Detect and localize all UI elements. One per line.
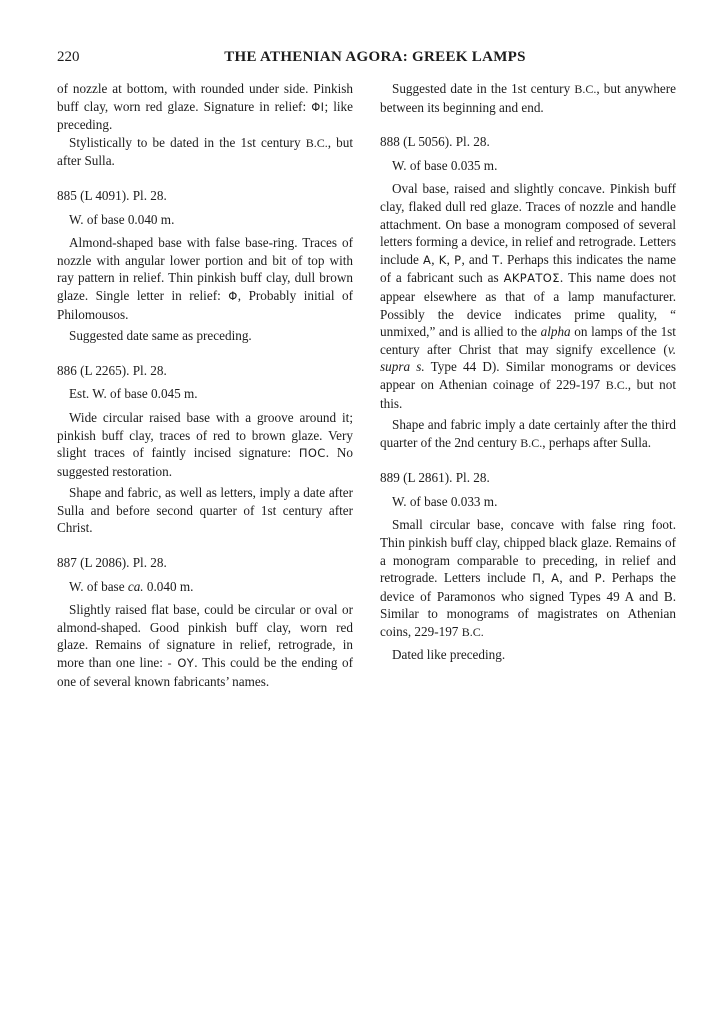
continued-paragraph: of nozzle at bottom, with rounded under side. Pinkish buff clay, worn red glaze. Signature in relief: ΦΙ; like preceding. [57, 81, 353, 133]
page-header [57, 48, 673, 66]
entry-dimension: W. of base 0.035 m. [392, 157, 498, 173]
left-column [57, 80, 353, 690]
catalog-entry-885 [57, 187, 353, 345]
signature-letters: ΦΙ [311, 99, 325, 114]
entry-date: Dated like preceding. [392, 646, 506, 662]
entry-description: Slightly raised flat base, could be circular or oval or almond-shaped. Good pinkish buff clay, worn red glaze. Remains of signature in relief, retrograde, in more than one line: - ΟΥ. This could be the ending of one of several known fabricants’ names. [57, 602, 354, 689]
entry-dimension: Est. W. of base 0.045 m. [69, 386, 198, 402]
entry-heading: 889 (L 2861). Pl. 28. [380, 470, 490, 486]
entry-heading: 886 (L 2265). Pl. 28. [57, 362, 167, 378]
catalog-entry-887 [57, 554, 353, 690]
signature-letters: - ΟΥ [167, 656, 195, 671]
continued-date: Stylistically to be dated in the 1st century B.C., but after Sulla. [57, 134, 353, 169]
entry-heading: 885 (L 4091). Pl. 28. [57, 187, 167, 203]
catalog-entry-888 [380, 133, 676, 452]
entry-dimension: W. of base 0.033 m. [392, 493, 498, 509]
entry-date: Suggested date same as preceding. [69, 328, 252, 344]
entry-heading: 887 (L 2086). Pl. 28. [57, 555, 167, 571]
entry-dimension: W. of base ca. 0.040 m. [69, 578, 194, 594]
entry-description: Almond-shaped base with false base-ring. Traces of nozzle with angular lower portion and bit of top with ray pattern in relief. Thin pinkish buff clay, dull brown glaze. Single letter in relief: Φ, Probably initial of Philomousos. [57, 235, 353, 322]
entry-dimension: W. of base 0.040 m. [69, 211, 175, 227]
page-number: 220 [57, 49, 80, 65]
signature-letters: Φ [228, 288, 238, 303]
signature-letters: ΠΟϹ [298, 446, 326, 461]
entry-date: Shape and fabric, as well as letters, imply a date after Sulla and before second quarter of 1st century after Christ. [57, 485, 353, 536]
catalog-entry-889 [380, 469, 676, 663]
entry-description: Oval base, raised and slightly concave. Pinkish buff clay, flaked dull red glaze. Traces of nozzle and handle attachment. On base a monogram composed of several letters forming a device, in relief and retrograde. Letters include Α, Κ, Ρ, and Τ. Perhaps this indicates the name of a fabricant such as ΑΚΡΑΤΟΣ. This name does not appear elsewhere as that of a lamp manufacturer. Possibly the device indicates prime quality, “ unmixed,” and is allied to the alpha on lamps of the 1st century after Christ that may signify excellence (v. supra s. Type 44 D). Similar monograms or devices appear on Athenian coinage of 229-197 B.C., but not this. [380, 181, 677, 411]
catalog-entry-886 [57, 362, 353, 537]
fabricant-name: ΑΚΡΑΤΟΣ [503, 271, 560, 286]
running-title: THE ATHENIAN AGORA: GREEK LAMPS [224, 49, 526, 65]
entry-date: Shape and fabric imply a date certainly after the third quarter of the 2nd century B.C., perhaps after Sulla. [380, 417, 676, 450]
right-column [380, 80, 676, 663]
continued-date: Suggested date in the 1st century B.C., but anywhere between its beginning and end. [380, 81, 677, 115]
entry-description: Wide circular raised base with a groove around it; pinkish buff clay, traces of red to brown glaze. Very slight traces of faintly incised signature: ΠΟϹ. No suggested restoration. [57, 409, 353, 479]
entry-heading: 888 (L 5056). Pl. 28. [380, 134, 490, 150]
entry-description: Small circular base, concave with false ring foot. Thin pinkish buff clay, chipped black glaze. Remains of a monogram comparable to preceding, in relief and retrograde. Letters include Π, Α, and Ρ. Perhaps the device of Paramonos who signed Types 49 A and B. Similar to monograms of magistrates on Athenian coins, 229-197 B.C. [380, 517, 677, 640]
